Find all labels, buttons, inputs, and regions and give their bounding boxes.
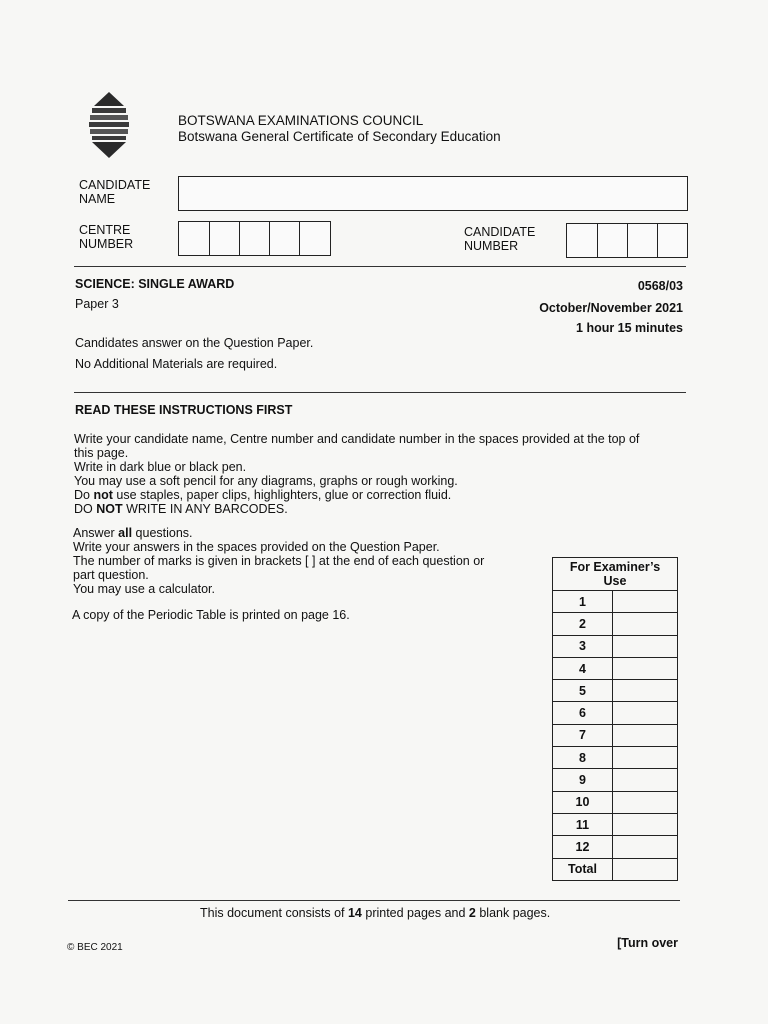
turn-over: [Turn over — [617, 936, 678, 950]
table-row: 11 — [553, 813, 613, 835]
mark-cell[interactable] — [613, 680, 678, 702]
mark-cell[interactable] — [613, 813, 678, 835]
instruction-line: part question. — [73, 568, 149, 582]
answer-note: Candidates answer on the Question Paper. — [75, 336, 314, 350]
table-row: 7 — [553, 724, 613, 746]
mark-cell[interactable] — [613, 657, 678, 679]
subject-title: SCIENCE: SINGLE AWARD — [75, 277, 235, 291]
instruction-line: You may use a calculator. — [73, 582, 215, 596]
examiner-table-heading: For Examiner’s Use — [553, 558, 678, 591]
mark-cell[interactable] — [613, 769, 678, 791]
exam-session: October/November 2021 — [539, 301, 683, 315]
instruction-line: Write in dark blue or black pen. — [74, 460, 247, 474]
table-row: 1 — [553, 591, 613, 613]
mark-cell[interactable] — [613, 724, 678, 746]
mark-cell[interactable] — [613, 613, 678, 635]
mark-cell[interactable] — [613, 836, 678, 858]
centre-number-field[interactable] — [178, 221, 331, 256]
divider — [74, 266, 686, 267]
instruction-line: Answer all questions. — [73, 526, 193, 540]
instructions-heading: READ THESE INSTRUCTIONS FIRST — [75, 403, 293, 417]
examiner-use-table — [552, 557, 678, 881]
paper-code: 0568/03 — [637, 279, 683, 293]
divider — [68, 900, 680, 901]
table-row: Total — [553, 858, 613, 880]
page-count-note: This document consists of 14 printed pages and 2 blank pages. — [200, 906, 551, 920]
council-name: BOTSWANA EXAMINATIONS COUNCIL — [178, 113, 424, 128]
periodic-table-note: A copy of the Periodic Table is printed on page 16. — [72, 608, 350, 622]
table-row: 6 — [553, 702, 613, 724]
exam-duration: 1 hour 15 minutes — [576, 321, 683, 335]
divider — [74, 392, 686, 393]
instructions-block-1 — [74, 432, 639, 516]
instruction-line: Do not use staples, paper clips, highlighters, glue or correction fluid. — [74, 488, 452, 502]
centre-number-label: CENTRE NUMBER — [79, 223, 134, 251]
instruction-line: this page. — [74, 446, 129, 460]
instruction-line: You may use a soft pencil for any diagrams, graphs or rough working. — [74, 474, 458, 488]
copyright: © BEC 2021 — [67, 942, 123, 953]
bec-logo-icon — [86, 92, 132, 158]
candidate-number-field[interactable] — [566, 223, 688, 258]
table-row: 8 — [553, 747, 613, 769]
instructions-block-2 — [73, 526, 484, 596]
instruction-line: Write your answers in the spaces provided on the Question Paper. — [73, 540, 440, 554]
candidate-number-label: CANDIDATE NUMBER — [464, 225, 536, 253]
instruction-line: The number of marks is given in brackets [ ] at the end of each question or — [73, 554, 485, 568]
mark-cell[interactable] — [613, 858, 678, 880]
mark-cell[interactable] — [613, 702, 678, 724]
table-row: 2 — [553, 613, 613, 635]
instruction-line: DO NOT WRITE IN ANY BARCODES. — [74, 502, 288, 516]
table-row: 5 — [553, 680, 613, 702]
table-row: 12 — [553, 836, 613, 858]
table-row: 10 — [553, 791, 613, 813]
mark-cell[interactable] — [613, 591, 678, 613]
mark-cell[interactable] — [613, 635, 678, 657]
materials-note: No Additional Materials are required. — [75, 357, 278, 371]
candidate-name-field[interactable] — [178, 176, 688, 211]
table-row: 3 — [553, 635, 613, 657]
mark-cell[interactable] — [613, 747, 678, 769]
instruction-line: Write your candidate name, Centre number and candidate number in the spaces provided at the top of — [74, 432, 640, 446]
certificate-name: Botswana General Certificate of Secondary Education — [178, 129, 501, 144]
mark-cell[interactable] — [613, 791, 678, 813]
paper-number: Paper 3 — [75, 297, 119, 311]
table-row: 4 — [553, 657, 613, 679]
candidate-name-label: CANDIDATE NAME — [79, 178, 151, 206]
table-row: 9 — [553, 769, 613, 791]
